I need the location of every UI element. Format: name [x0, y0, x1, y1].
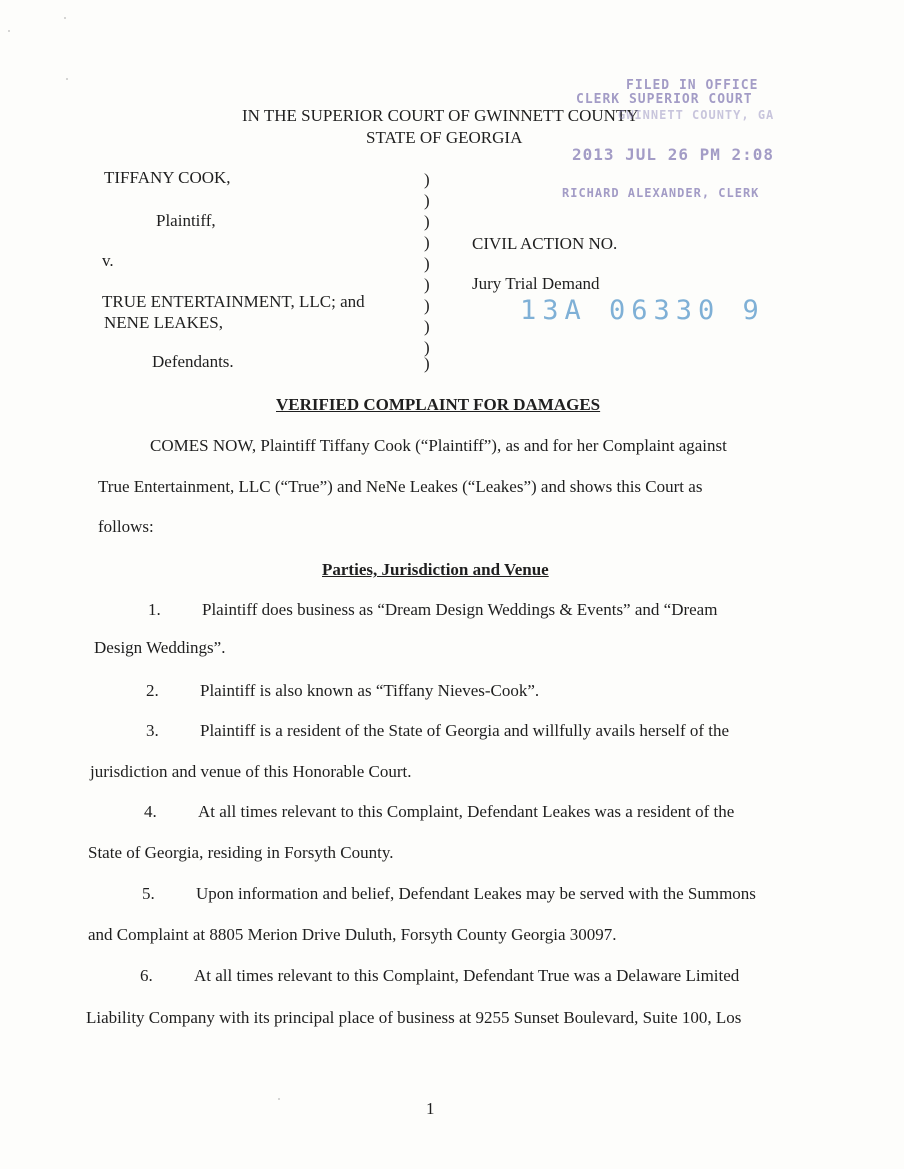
- paragraph-text: jurisdiction and venue of this Honorable Court.: [90, 762, 412, 781]
- stamp-clerk-name: RICHARD ALEXANDER, CLERK: [562, 186, 760, 200]
- paragraph-text: At all times relevant to this Complaint, Defendant Leakes was a resident of the: [198, 802, 735, 821]
- caption-paren: ): [424, 170, 430, 189]
- paragraph-text: Plaintiff is also known as “Tiffany Nieves-Cook”.: [200, 681, 540, 700]
- paragraph-number: 5.: [142, 884, 155, 903]
- caption-paren: ): [424, 212, 430, 231]
- scan-speck: [66, 78, 68, 80]
- scan-speck: [8, 30, 10, 32]
- stamp-date: 2013 JUL 26 PM 2:08: [572, 145, 775, 164]
- caption-paren: ): [424, 317, 430, 336]
- paragraph-text: Upon information and belief, Defendant Leakes may be served with the Summons: [196, 884, 756, 903]
- paragraph-number: 3.: [146, 721, 159, 740]
- intro-line-3: follows:: [98, 517, 154, 536]
- document-title: VERIFIED COMPLAINT FOR DAMAGES: [276, 395, 601, 414]
- caption-paren: ): [424, 191, 430, 210]
- paragraph-number: 2.: [146, 681, 159, 700]
- paragraph-text: At all times relevant to this Complaint, Defendant True was a Delaware Limited: [194, 966, 740, 985]
- stamp-clerk-court-line: CLERK SUPERIOR COURT: [576, 92, 753, 107]
- caption-paren: ): [424, 354, 430, 373]
- caption-paren: ): [424, 338, 430, 357]
- jury-demand: Jury Trial Demand: [472, 274, 600, 293]
- civil-action-label: CIVIL ACTION NO.: [472, 234, 618, 253]
- case-number-stamp: 13A 06330 9: [520, 295, 765, 326]
- plaintiff-role: Plaintiff,: [156, 211, 216, 230]
- paragraph-text: State of Georgia, residing in Forsyth County.: [88, 843, 394, 862]
- intro-line-1: COMES NOW, Plaintiff Tiffany Cook (“Plaintiff”), as and for her Complaint against: [150, 436, 727, 455]
- paragraph-text: Liability Company with its principal place of business at 9255 Sunset Boulevard, Suite 100, Los: [86, 1008, 742, 1027]
- paragraph-text: Plaintiff is a resident of the State of Georgia and willfully avails herself of the: [200, 721, 730, 740]
- defendants-role: Defendants.: [152, 352, 234, 371]
- stamp-county-line: GWINNETT COUNTY, GA: [618, 108, 775, 122]
- plaintiff-name: TIFFANY COOK,: [104, 168, 231, 187]
- paragraph-text: Plaintiff does business as “Dream Design Weddings & Events” and “Dream: [202, 600, 718, 619]
- paragraph-text: and Complaint at 8805 Merion Drive Duluth, Forsyth County Georgia 30097.: [88, 925, 617, 944]
- page-number: 1: [426, 1099, 435, 1118]
- caption-paren: ): [424, 254, 430, 273]
- caption-paren: ): [424, 233, 430, 252]
- stamp-filed-line: FILED IN OFFICE: [626, 78, 759, 93]
- paragraph-number: 4.: [144, 802, 157, 821]
- paragraph-number: 6.: [140, 966, 153, 985]
- paragraph-number: 1.: [148, 600, 161, 619]
- defendants-line-1: TRUE ENTERTAINMENT, LLC; and: [102, 292, 365, 311]
- court-name: IN THE SUPERIOR COURT OF GWINNETT COUNTY: [242, 106, 639, 125]
- defendants-line-2: NENE LEAKES,: [104, 313, 223, 332]
- scan-speck: [64, 17, 66, 19]
- versus: v.: [102, 251, 114, 270]
- court-state: STATE OF GEORGIA: [366, 128, 523, 147]
- intro-line-2: True Entertainment, LLC (“True”) and NeNe Leakes (“Leakes”) and shows this Court as: [98, 477, 703, 496]
- paragraph-text: Design Weddings”.: [94, 638, 226, 657]
- caption-paren: ): [424, 296, 430, 315]
- section-heading: Parties, Jurisdiction and Venue: [322, 560, 549, 579]
- caption-paren: ): [424, 275, 430, 294]
- scan-speck: [278, 1098, 280, 1100]
